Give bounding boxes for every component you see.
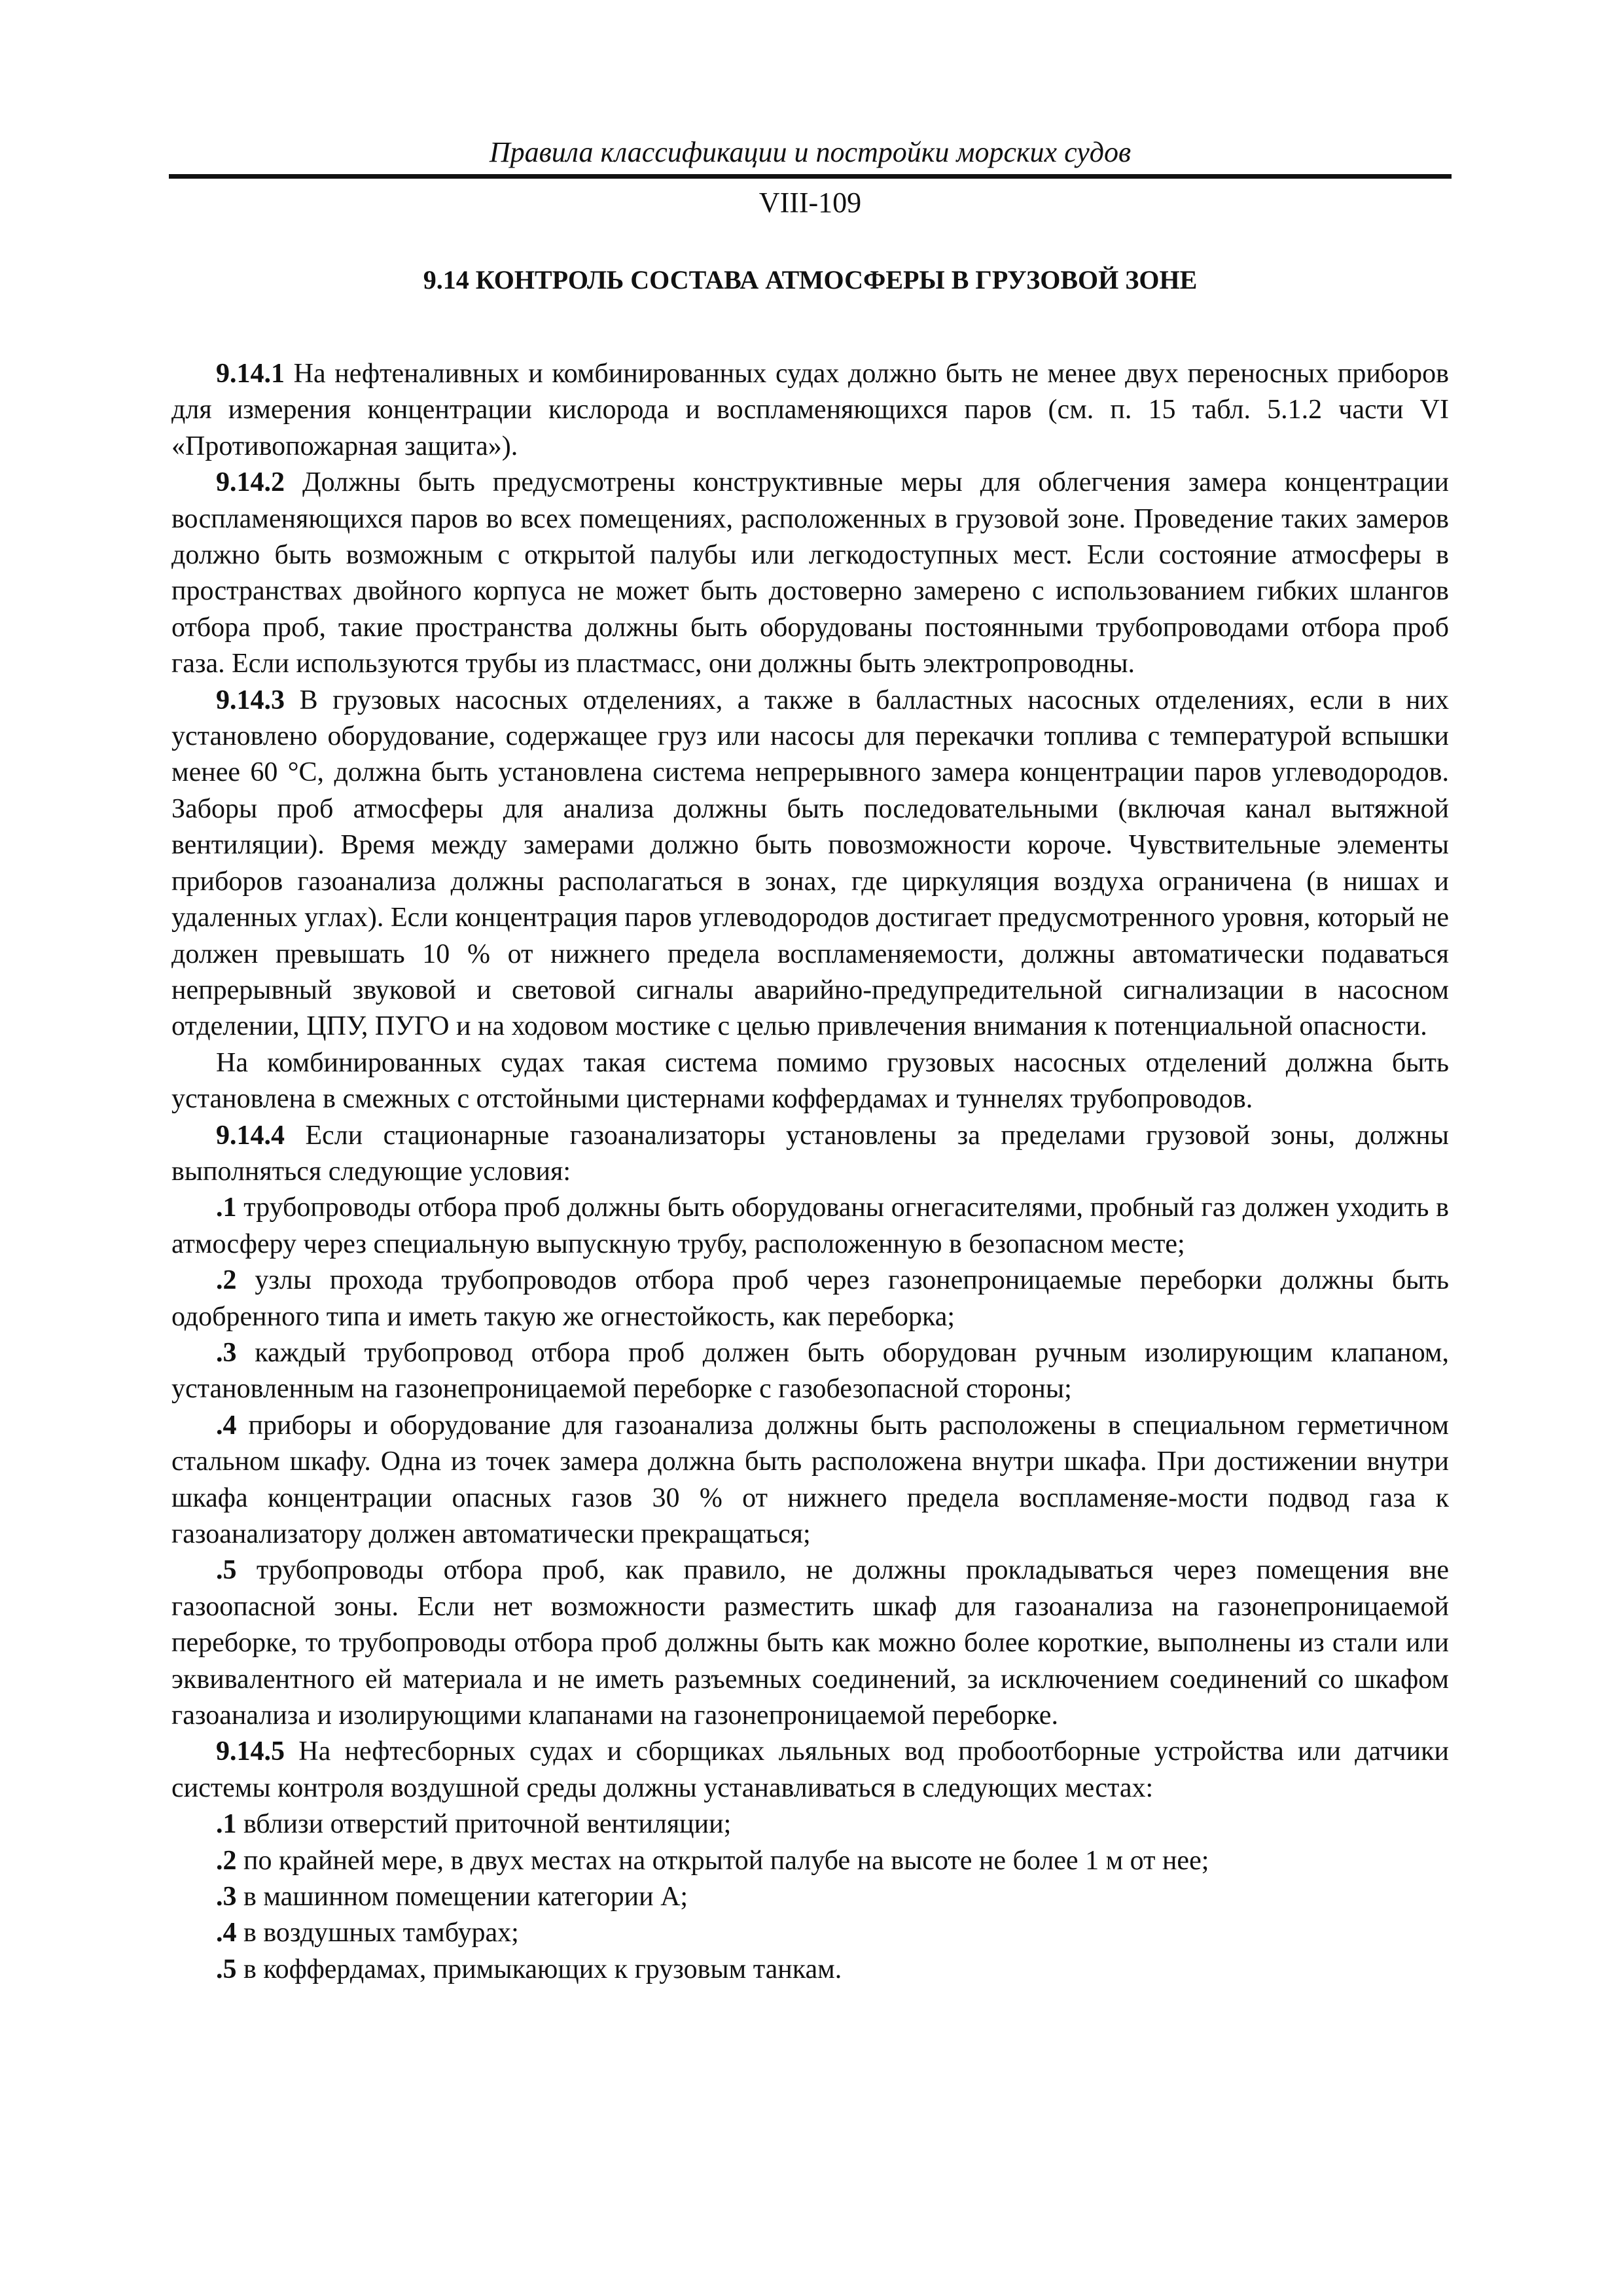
list-item <box>171 1408 1449 1553</box>
item-number: .1 <box>216 1193 237 1223</box>
list-item <box>171 1952 1449 1988</box>
list-item <box>171 1806 1449 1842</box>
item-number: .1 <box>216 1809 237 1840</box>
clause-number: 9.14.5 <box>216 1736 285 1767</box>
item-number: .4 <box>216 1918 237 1948</box>
header-rule <box>169 174 1452 179</box>
item-text: в машинном помещении категории А; <box>236 1882 688 1912</box>
item-text: в воздушных тамбурах; <box>236 1918 519 1948</box>
item-number: .3 <box>216 1337 237 1368</box>
item-text: по крайней мере, в двух местах на открытой палубе на высоте не более 1 м от нее; <box>236 1845 1209 1876</box>
item-text: вблизи отверстий приточной вентиляции; <box>236 1809 732 1840</box>
list-item <box>171 1190 1449 1263</box>
list-item <box>171 1552 1449 1734</box>
paragraph-9-14-2 <box>171 465 1449 682</box>
item-number: .3 <box>216 1882 237 1912</box>
item-number: .2 <box>216 1845 237 1876</box>
item-text: каждый трубопровод отбора проб должен быть оборудован ручным изолирующим клапаном, установленным на газонепроницаемой переборке с газобезопасной стороны; <box>171 1337 1449 1405</box>
paragraph-text: На нефтеналивных и комбинированных судах должно быть не менее двух переносных приборов для измерения концентрации кислорода и воспламеняющихся паров (см. п. 15 табл. 5.1.2 части VI «Противопожарная защита»). <box>171 359 1449 461</box>
list-item <box>171 1915 1449 1951</box>
clause-number: 9.14.3 <box>216 685 285 715</box>
paragraph-9-14-3 <box>171 683 1449 1045</box>
paragraph-text: На нефтесборных судах и сборщиках льяльных вод пробоотборные устройства или датчики системы контроля воздушной среды должны устанавливаться в следующих местах: <box>171 1736 1449 1803</box>
paragraph-text: На комбинированных судах такая система помимо грузовых насосных отделений должна быть установлена в смежных с отстойными цистернами коффердамах и туннелях трубопроводов. <box>171 1047 1449 1115</box>
clause-number: 9.14.4 <box>216 1120 285 1151</box>
item-number: .4 <box>216 1410 237 1441</box>
item-text: трубопроводы отбора проб должны быть оборудованы огнегасителями, пробный газ должен уходить в атмосферу через специальную выпускную трубу, расположенную в безопасном месте; <box>171 1193 1449 1259</box>
paragraph-text: Должны быть предусмотрены конструктивные меры для облегчения замера концентрации воспламеняющихся паров во всех помещениях, расположенных в грузовой зоне. Проведение таких замеров должно быть возможным с открытой палубы или легкодоступных мест. Если состояние атмосферы в пространствах двойного корпуса не может быть достоверно замерено с использованием гибких шлангов отбора проб, такие пространства должны быть оборудованы постоянными трубопроводами отбора проб газа. Если используются трубы из пластмасс, они должны быть электропроводны. <box>171 467 1449 679</box>
list-item <box>171 1263 1449 1335</box>
body-text <box>171 356 1449 1988</box>
page-number: VIII-109 <box>758 187 862 219</box>
item-text: приборы и оборудование для газоанализа должны быть расположены в специальном герметичном стальном шкафу. Одна из точек замера должна быть расположена внутри шкафа. При достижении внутри шкафа концентрации опасных газов 30 % от нижнего предела воспламеняе-мости подвод газа к газоанализатору должен автоматически прекращаться; <box>171 1410 1449 1549</box>
list-item <box>171 1335 1449 1408</box>
item-text: трубопроводы отбора проб, как правило, не должны прокладываться через помещения вне газоопасной зоны. Если нет возможности разместить шкаф для газоанализа на газонепроницаемой переборке, то трубопроводы отбора проб должны быть как можно более короткие, выполнены из стали или эквивалентного ей материала и не иметь разъемных соединений, за исключением соединений со шкафом газоанализа и изолирующими клапанами на газонепроницаемой переборке. <box>171 1555 1449 1731</box>
clause-number: 9.14.2 <box>216 467 285 498</box>
paragraph-9-14-5 <box>171 1734 1449 1806</box>
paragraph-text: Если стационарные газоанализаторы установлены за пределами грузовой зоны, должны выполняться следующие условия: <box>171 1120 1449 1187</box>
item-number: .2 <box>216 1265 237 1296</box>
paragraph-9-14-4 <box>171 1118 1449 1191</box>
paragraph-text: В грузовых насосных отделениях, а также в балластных насосных отделениях, если в них установлено оборудование, содержащее груз или насосы для перекачки топлива с температурой вспышки менее 60 °C, должна быть установлена система непрерывного замера концентрации паров углеводородов. Заборы проб атмосферы для анализа должны быть последовательными (включая канал вытяжной вентиляции). Время между замерами должно быть повозможности короче. Чувствительные элементы приборов газоанализа должны располагаться в зонах, где циркуляция воздуха ограничена (в нишах и удаленных углах). Если концентрация паров углеводородов достигает предусмотренного уровня, который не должен превышать 10 % от нижнего предела воспламеняемости, должны автоматически подаваться непрерывный звуковой и световой сигналы аварийно-предупредительной сигнализации в насосном отделении, ЦПУ, ПУГО и на ходовом мостике с целью привлечения внимания к потенциальной опасности. <box>171 685 1449 1042</box>
section-title: 9.14 КОНТРОЛЬ СОСТАВА АТМОСФЕРЫ В ГРУЗОВОЙ ЗОНЕ <box>423 265 1198 295</box>
item-text: в коффердамах, примыкающих к грузовым танкам. <box>236 1954 842 1984</box>
item-number: .5 <box>216 1555 237 1586</box>
paragraph-9-14-1 <box>171 356 1449 465</box>
item-text: узлы прохода трубопроводов отбора проб через газонепроницаемые переборки должны быть одобренного типа и иметь такую же огнестойкость, как переборка; <box>171 1265 1449 1332</box>
paragraph-combined-ships <box>171 1045 1449 1118</box>
clause-number: 9.14.1 <box>216 359 285 389</box>
item-number: .5 <box>216 1954 237 1984</box>
running-title: Правила классификации и постройки морских судов <box>489 136 1132 168</box>
list-item <box>171 1879 1449 1915</box>
list-item <box>171 1843 1449 1879</box>
